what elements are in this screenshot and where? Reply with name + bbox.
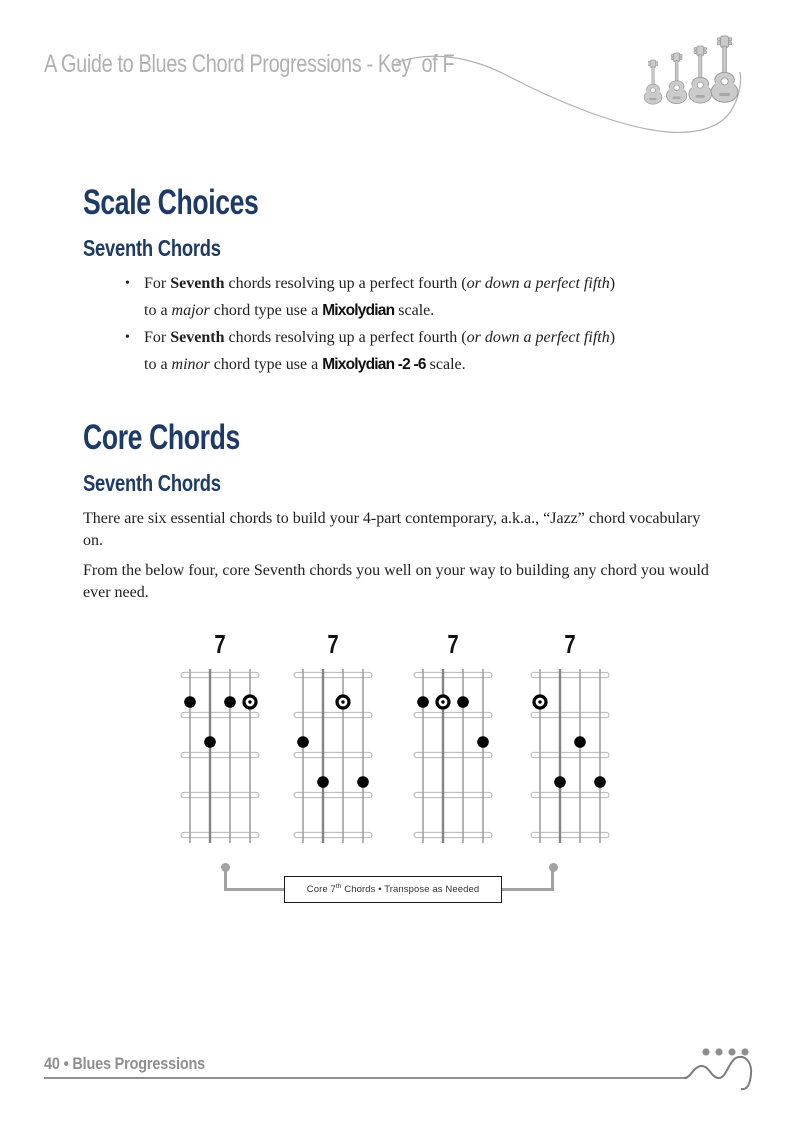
section-title-scale-choices: Scale Choices xyxy=(83,183,259,222)
book-title: Blues Progressions xyxy=(72,1054,206,1073)
bracket-line xyxy=(500,888,554,891)
footer-separator: • xyxy=(63,1054,69,1073)
footer-rule xyxy=(44,1077,687,1079)
fretboard-grid xyxy=(530,667,610,849)
header-title: A Guide to Blues Chord Progressions - Key of F xyxy=(44,50,455,78)
caption-text: Core 7th Chords • Transpose as Needed xyxy=(306,882,480,895)
chord-diagram xyxy=(530,629,610,859)
core-chords-paragraph: There are six essential chords to build your 4-part contemporary, a.k.a., “Jazz” chord vocabulary on. xyxy=(83,510,701,549)
ukulele-concert-icon xyxy=(666,53,686,104)
chord-name-label: 7 xyxy=(214,629,226,659)
chord-name-label: 7 xyxy=(564,629,576,659)
list-item xyxy=(123,271,623,324)
chord-diagram xyxy=(293,629,373,859)
chord-diagram xyxy=(180,629,260,859)
fretboard-grid xyxy=(413,667,493,849)
bracket-caption-box xyxy=(284,876,502,903)
bullet-text: For Seventh chords resolving up a perfect fourth (or down a perfect fifth) to a minor chord type use a Mixolydian -2 -6 scale. xyxy=(144,329,616,373)
chord-diagram xyxy=(413,629,493,859)
scale-advice-list xyxy=(123,271,623,379)
fretboard-grid xyxy=(293,667,373,849)
footer-text xyxy=(44,1054,205,1074)
fretboard-grid xyxy=(180,667,260,849)
ukulele-tenor-icon xyxy=(689,46,712,103)
page-number: 40 xyxy=(44,1054,60,1073)
ukulele-soprano-icon xyxy=(644,60,662,104)
subsection-title-seventh-chords-scale: Seventh Chords xyxy=(83,235,221,261)
chord-name-label: 7 xyxy=(327,629,339,659)
bracket-line xyxy=(224,888,286,891)
ukulele-baritone-icon xyxy=(711,36,738,102)
subsection-title-seventh-chords-core: Seventh Chords xyxy=(83,470,221,496)
guitar-wave-footer-decoration-icon xyxy=(684,1040,760,1098)
bullet-text: For Seventh chords resolving up a perfect fourth (or down a perfect fifth) to a major chord type use a Mixolydian scale. xyxy=(144,275,616,319)
chord-name-label: 7 xyxy=(447,629,459,659)
section-title-core-chords: Core Chords xyxy=(83,418,240,457)
list-item xyxy=(123,325,623,378)
ukulele-header-decoration-icon xyxy=(378,33,750,145)
core-chords-paragraph: From the below four, core Seventh chords you well on your way to building any chord you would ever need. xyxy=(83,562,709,601)
